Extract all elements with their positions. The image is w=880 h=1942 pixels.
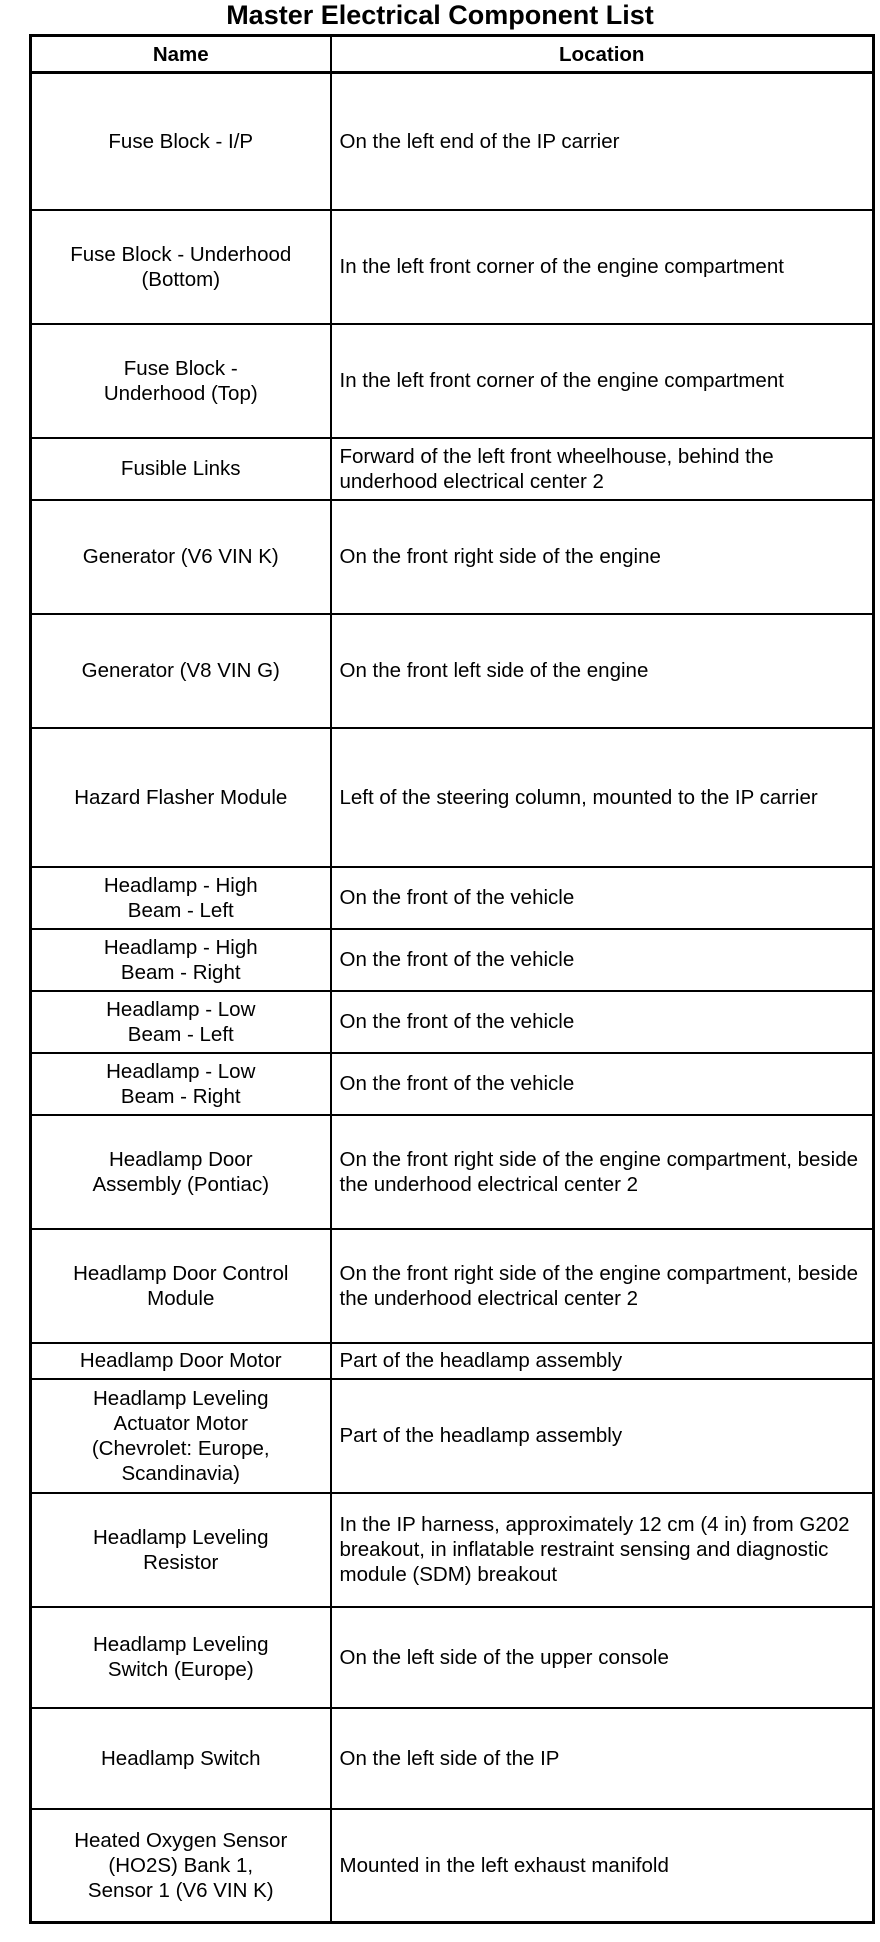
table-row bbox=[31, 728, 874, 867]
component-name: Fuse Block - Underhood (Top) bbox=[31, 324, 331, 438]
component-name: Fuse Block - Underhood (Bottom) bbox=[31, 210, 331, 324]
component-location: On the front of the vehicle bbox=[331, 1053, 874, 1115]
component-name: Fusible Links bbox=[31, 438, 331, 500]
table-row bbox=[31, 438, 874, 500]
component-location: In the left front corner of the engine compartment bbox=[331, 210, 874, 324]
component-name: Hazard Flasher Module bbox=[31, 728, 331, 867]
table-row bbox=[31, 929, 874, 991]
table-row bbox=[31, 1379, 874, 1493]
table-row bbox=[31, 73, 874, 210]
component-table bbox=[29, 34, 875, 1924]
component-name: Headlamp - High Beam - Left bbox=[31, 867, 331, 929]
component-location: On the front of the vehicle bbox=[331, 991, 874, 1053]
component-location: Part of the headlamp assembly bbox=[331, 1343, 874, 1379]
component-name: Headlamp Door Control Module bbox=[31, 1229, 331, 1343]
component-location: In the left front corner of the engine compartment bbox=[331, 324, 874, 438]
component-location: On the front left side of the engine bbox=[331, 614, 874, 728]
component-location: On the left side of the upper console bbox=[331, 1607, 874, 1708]
page-title: Master Electrical Component List bbox=[226, 0, 654, 30]
component-location: On the front of the vehicle bbox=[331, 867, 874, 929]
table-row bbox=[31, 1053, 874, 1115]
component-name: Headlamp Door Motor bbox=[31, 1343, 331, 1379]
component-name: Headlamp Leveling Switch (Europe) bbox=[31, 1607, 331, 1708]
table-row bbox=[31, 1343, 874, 1379]
table-row bbox=[31, 210, 874, 324]
component-name: Generator (V6 VIN K) bbox=[31, 500, 331, 614]
component-location: On the front right side of the engine compartment, beside the underhood electrical center 2 bbox=[331, 1229, 874, 1343]
table-row bbox=[31, 1493, 874, 1607]
component-location: On the front of the vehicle bbox=[331, 929, 874, 991]
table-row bbox=[31, 1809, 874, 1923]
component-location: Part of the headlamp assembly bbox=[331, 1379, 874, 1493]
component-name: Headlamp - High Beam - Right bbox=[31, 929, 331, 991]
column-header-name: Name bbox=[31, 36, 331, 73]
table-row bbox=[31, 991, 874, 1053]
column-header-location: Location bbox=[331, 36, 874, 73]
component-location: Left of the steering column, mounted to the IP carrier bbox=[331, 728, 874, 867]
component-name: Heated Oxygen Sensor (HO2S) Bank 1, Sensor 1 (V6 VIN K) bbox=[31, 1809, 331, 1923]
table-row bbox=[31, 867, 874, 929]
component-location: Forward of the left front wheelhouse, behind the underhood electrical center 2 bbox=[331, 438, 874, 500]
component-location: On the front right side of the engine compartment, beside the underhood electrical center 2 bbox=[331, 1115, 874, 1229]
component-name: Headlamp - Low Beam - Right bbox=[31, 1053, 331, 1115]
component-name: Generator (V8 VIN G) bbox=[31, 614, 331, 728]
table-row bbox=[31, 324, 874, 438]
component-location: On the front right side of the engine bbox=[331, 500, 874, 614]
component-location: In the IP harness, approximately 12 cm (4 in) from G202 breakout, in inflatable restraint sensing and diagnostic module (SDM) breakout bbox=[331, 1493, 874, 1607]
table-row bbox=[31, 1607, 874, 1708]
component-name: Headlamp - Low Beam - Left bbox=[31, 991, 331, 1053]
component-location: On the left end of the IP carrier bbox=[331, 73, 874, 210]
header-row bbox=[31, 36, 874, 73]
table-row bbox=[31, 1229, 874, 1343]
component-name: Fuse Block - I/P bbox=[31, 73, 331, 210]
component-name: Headlamp Switch bbox=[31, 1708, 331, 1809]
component-location: On the left side of the IP bbox=[331, 1708, 874, 1809]
component-name: Headlamp Leveling Resistor bbox=[31, 1493, 331, 1607]
table-row bbox=[31, 614, 874, 728]
table-row bbox=[31, 500, 874, 614]
component-name: Headlamp Leveling Actuator Motor (Chevrolet: Europe, Scandinavia) bbox=[31, 1379, 331, 1493]
component-name: Headlamp Door Assembly (Pontiac) bbox=[31, 1115, 331, 1229]
table-row bbox=[31, 1708, 874, 1809]
component-location: Mounted in the left exhaust manifold bbox=[331, 1809, 874, 1923]
table-row bbox=[31, 1115, 874, 1229]
